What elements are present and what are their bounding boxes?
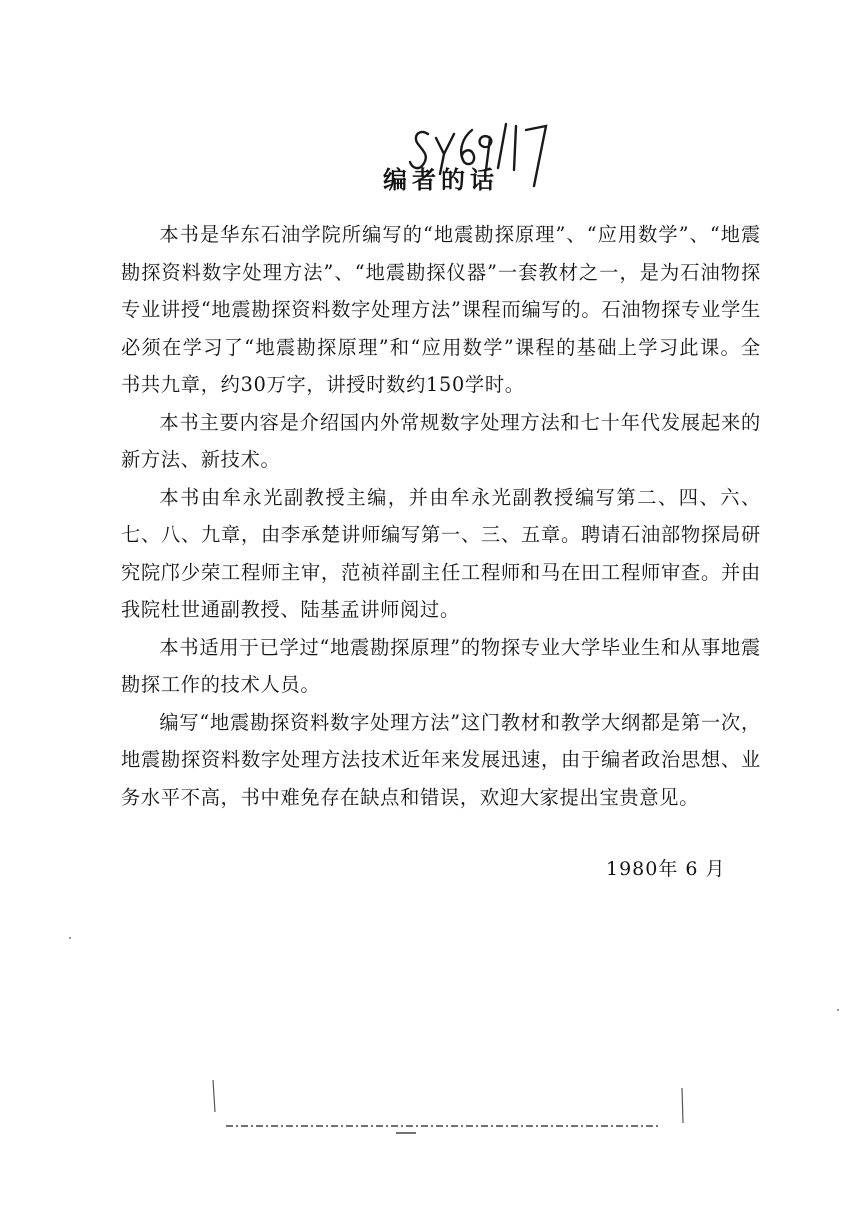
paragraph: 本书由牟永光副教授主编，并由牟永光副教授编写第二、四、六、七、八、九章，由李承楚讲师编写第一、三、五章。聘请石油部物探局研究院邝少荣工程师主审，范祯祥副主任工程师和马在田工程师审查。并由我院杜世通副教授、陆基孟讲师阅过。 — [121, 485, 761, 621]
paragraph: 本书主要内容是介绍国内外常规数字处理方法和七十年代发展起来的新方法、新技术。 — [121, 410, 761, 471]
date-signature: 1980年 6 月 — [606, 858, 726, 880]
paragraph: 本书是华东石油学院所编写的“地震勘探原理”、“应用数学”、“地震勘探资料数字处理方法”、“地震勘探仪器”一套教材之一，是为石油物探专业讲授“地震勘探资料数字处理方法”课程而编写的。石油物探专业学生必须在学习了“地震勘探原理”和“应用数学”课程的基础上学习此课。全书共九章，约30万字，讲授时数约150学时。 — [121, 223, 761, 396]
paragraph: 编写“地震勘探资料数字处理方法”这门教材和教学大纲都是第一次，地震勘探资料数字处理方法技术近年来发展迅速，由于编者政治思想、业务水平不高，书中难免存在缺点和错误，欢迎大家提出宝贵意见。 — [121, 710, 761, 809]
paragraph: 本书适用于已学过“地震勘探原理”的物探专业大学毕业生和从事地震勘探工作的技术人员。 — [121, 635, 761, 696]
page-title: 编者的话 — [383, 165, 499, 194]
